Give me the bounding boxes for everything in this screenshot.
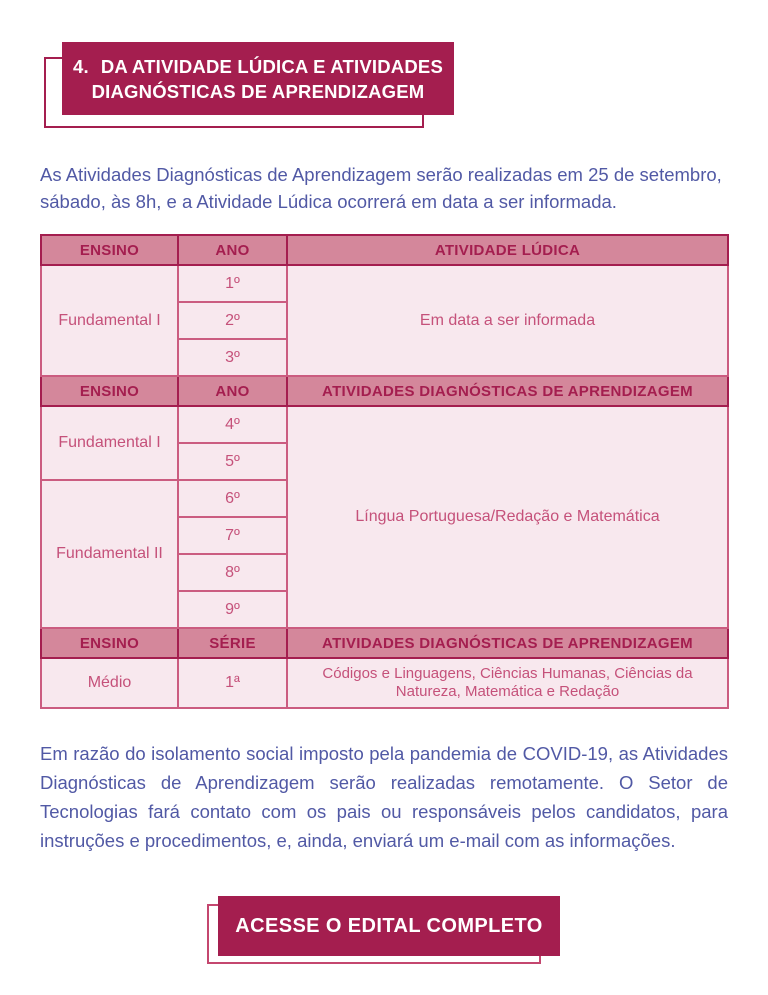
section-heading [62, 42, 454, 115]
header-atividades-diagnosticas-2: ATIVIDADES DIAGNÓSTICAS DE APRENDIZAGEM [287, 628, 728, 658]
heading-number: 4. [73, 55, 89, 77]
cell-ano-2: 2º [178, 302, 287, 339]
acesse-edital-button[interactable]: ACESSE O EDITAL COMPLETO [218, 896, 560, 956]
cell-ensino-fundamental1-b: Fundamental I [41, 406, 178, 480]
cell-ensino-fundamental2: Fundamental II [41, 480, 178, 628]
cell-ano-4: 4º [178, 406, 287, 443]
heading-title-part2: DIAGNÓSTICAS DE APRENDIZAGEM [91, 80, 425, 102]
table-row [41, 658, 728, 708]
table-header-row-3 [41, 628, 728, 658]
cta-button-wrap [218, 896, 560, 956]
header-ensino-1: ENSINO [41, 235, 178, 265]
table-row [41, 265, 728, 302]
cell-serie-1: 1ª [178, 658, 287, 708]
header-atividade-ludica: ATIVIDADE LÚDICA [287, 235, 728, 265]
header-serie: SÉRIE [178, 628, 287, 658]
table-header-row-2 [41, 376, 728, 406]
heading-title-part1: DA ATIVIDADE LÚDICA E ATIVIDADES [100, 55, 443, 77]
cell-atividade-ludica-info: Em data a ser informada [287, 265, 728, 376]
header-atividades-diagnosticas-1: ATIVIDADES DIAGNÓSTICAS DE APRENDIZAGEM [287, 376, 728, 406]
cell-atividades-diagnosticas-materias: Língua Portuguesa/Redação e Matemática [287, 406, 728, 628]
cell-ensino-fundamental1-a: Fundamental I [41, 265, 178, 376]
cell-ano-3: 3º [178, 339, 287, 376]
header-ano-1: ANO [178, 235, 287, 265]
table-header-row-1 [41, 235, 728, 265]
cell-ano-9: 9º [178, 591, 287, 628]
cell-ano-7: 7º [178, 517, 287, 554]
section-heading-badge [62, 42, 454, 115]
cell-ensino-medio: Médio [41, 658, 178, 708]
table-row [41, 406, 728, 443]
cell-ano-6: 6º [178, 480, 287, 517]
schedule-table [40, 234, 729, 709]
intro-paragraph: As Atividades Diagnósticas de Aprendizagem serão realizadas em 25 de setembro, sábado, às 8h, e a Atividade Lúdica ocorrerá em data a ser informada. [40, 164, 722, 212]
cell-ano-1: 1º [178, 265, 287, 302]
header-ano-2: ANO [178, 376, 287, 406]
cell-atividades-medio-materias: Códigos e Linguagens, Ciências Humanas, Ciências da Natureza, Matemática e Redação [287, 658, 728, 708]
heading-line-1 [73, 54, 443, 79]
header-ensino-3: ENSINO [41, 628, 178, 658]
covid-paragraph: Em razão do isolamento social imposto pela pandemia de COVID-19, as Atividades Diagnósticas de Aprendizagem serão realizadas remotamente. O Setor de Tecnologias fará contato com os pais ou responsáveis pelos candidatos, para instruções e procedimentos, e, ainda, enviará um e-mail com as informações. [40, 743, 728, 851]
cell-ano-5: 5º [178, 443, 287, 480]
header-ensino-2: ENSINO [41, 376, 178, 406]
cell-ano-8: 8º [178, 554, 287, 591]
